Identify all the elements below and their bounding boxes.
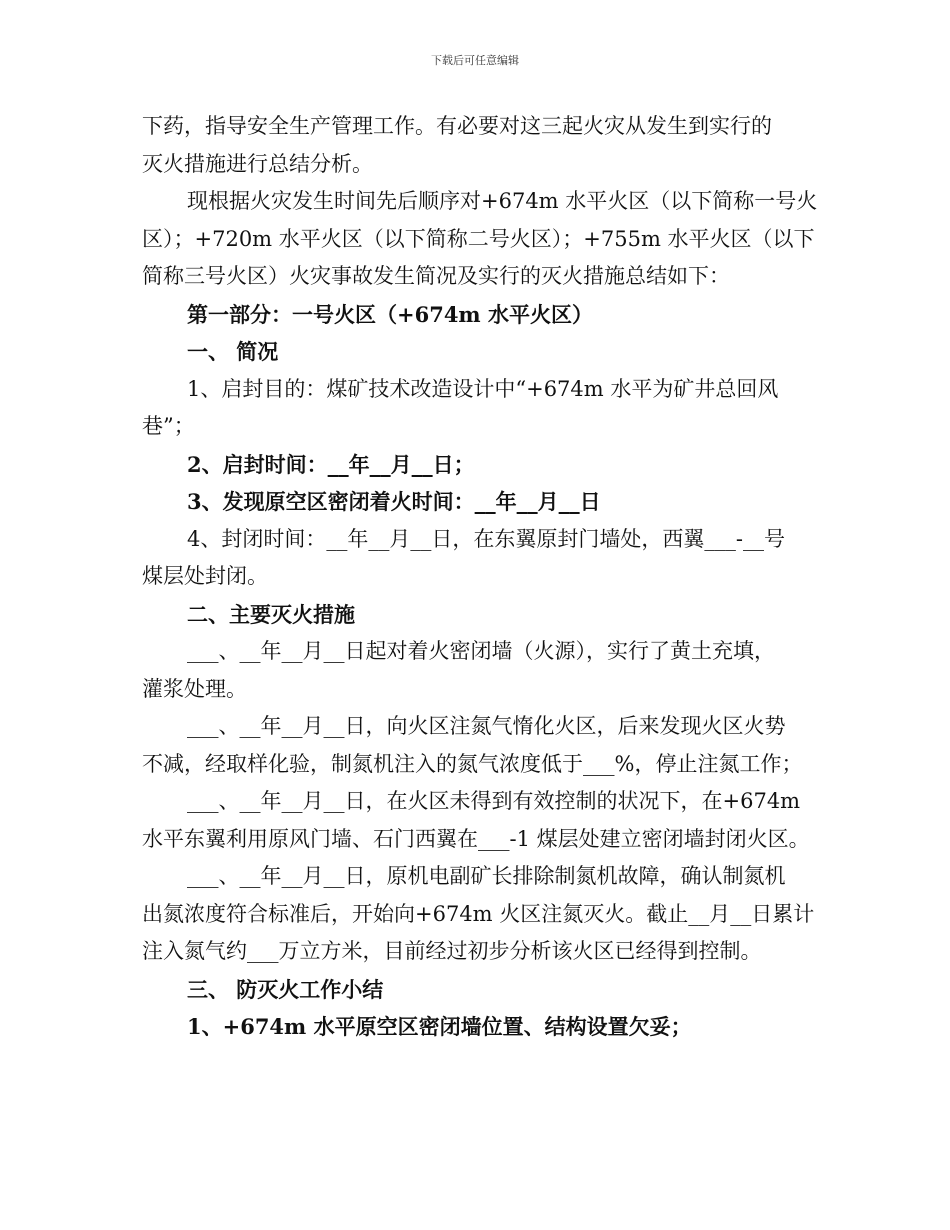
paragraph-line: 灌浆处理。 xyxy=(142,676,247,701)
paragraph-line: ___、__年__月__日，在火区未得到有效控制的状况下，在+674m xyxy=(187,789,801,813)
paragraph-line: 4、封闭时间：__年__月__日，在东翼原封门墙处，西翼___-__号 xyxy=(187,526,785,551)
paragraph-line: 巷”； xyxy=(142,414,195,438)
paragraph-line: 水平东翼利用原风门墙、石门西翼在___-1 煤层处建立密闭墙封闭火区。 xyxy=(142,826,810,851)
section-heading: 第一部分：一号火区（+674m 水平火区） xyxy=(187,301,593,327)
paragraph-line: 不减，经取样化验，制氮机注入的氮气浓度低于___%，停止注氮工作； xyxy=(142,751,803,776)
paragraph-line: 区）；+720m 水平火区（以下简称二号火区）；+755m 水平火区（以下 xyxy=(142,226,815,251)
section-heading: 1、+674m 水平原空区密闭墙位置、结构设置欠妥； xyxy=(187,1014,692,1039)
paragraph-line: 灭火措施进行总结分析。 xyxy=(142,151,373,176)
paragraph-line: ___、__年__月__日，向火区注氮气惰化火区，后来发现火区火势 xyxy=(187,714,786,738)
paragraph-line: ___、__年__月__日起对着火密闭墙（火源），实行了黄土充填， xyxy=(187,639,775,663)
section-heading: 三、 防灭火工作小结 xyxy=(187,976,384,1002)
section-heading: 一、 简况 xyxy=(187,339,279,364)
paragraph-line: 煤层处封闭。 xyxy=(142,564,268,588)
paragraph-line: 下药，指导安全生产管理工作。有必要对这三起火灾从发生到实行的 xyxy=(142,114,772,138)
paragraph-line: 简称三号火区）火灾事故发生简况及实行的灭火措施总结如下： xyxy=(142,264,730,288)
paragraph-line: 注入氮气约___万立方米，目前经过初步分析该火区已经得到控制。 xyxy=(142,939,762,963)
paragraph-line: 1、启封目的：煤矿技术改造设计中“+674m 水平为矿井总回风 xyxy=(187,376,779,401)
paragraph-line: ___、__年__月__日，原机电副矿长排除制氮机故障，确认制氮机 xyxy=(187,864,786,888)
section-heading: 3、发现原空区密闭着火时间：__年__月__日 xyxy=(187,489,601,514)
section-heading: 2、启封时间：__年__月__日； xyxy=(187,451,475,477)
paragraph-line: 现根据火灾发生时间先后顺序对+674m 水平火区（以下简称一号火 xyxy=(187,189,818,213)
document-body xyxy=(142,108,818,1046)
page-header: 下载后可任意编辑 xyxy=(431,54,519,67)
section-heading: 二、主要灭火措施 xyxy=(187,601,355,627)
paragraph-line: 出氮浓度符合标准后，开始向+674m 火区注氮灭火。截止__月__日累计 xyxy=(142,901,815,926)
